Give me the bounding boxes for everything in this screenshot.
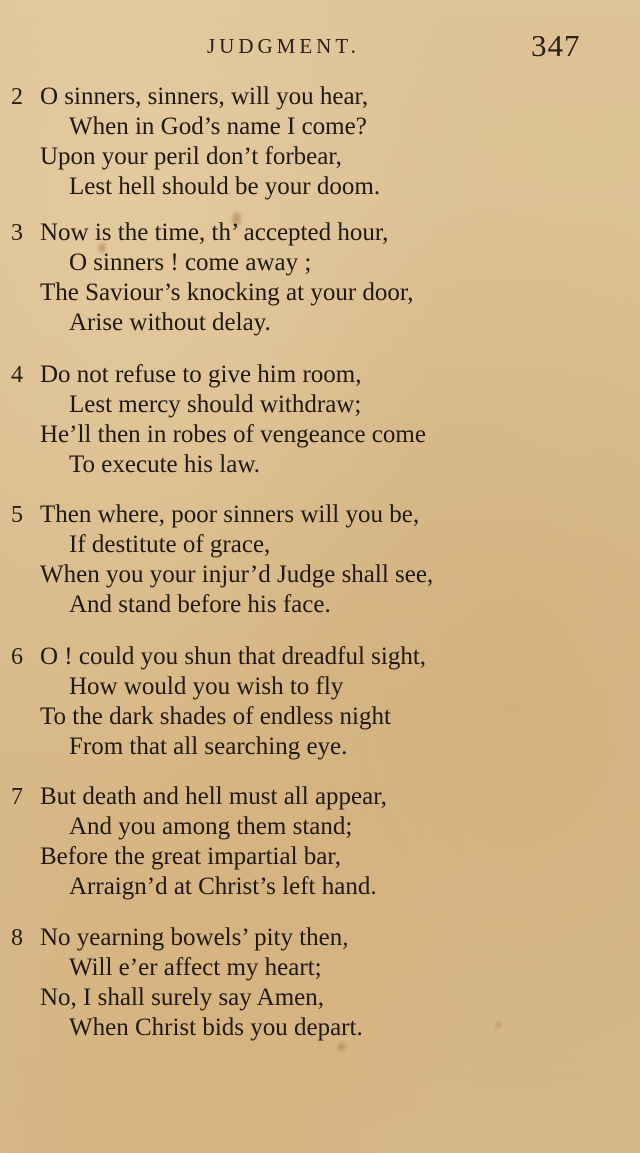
stanza (0, 782, 600, 907)
stanza (0, 360, 600, 485)
stanza-number: 6 (11, 644, 23, 670)
verse-line: If destitute of grace, (69, 531, 271, 558)
verse-line: Now is the time, th’ accepted hour, (40, 219, 389, 246)
stanza (0, 642, 600, 767)
verse-line: Upon your peril don’t forbear, (40, 143, 342, 170)
verse-line: Arraign’d at Christ’s left hand. (69, 873, 377, 900)
verse-line: He’ll then in robes of vengeance come (40, 421, 426, 448)
verse-line: And stand before his face. (69, 591, 331, 618)
verse-line: Will e’er affect my heart; (69, 954, 322, 981)
verse-line: O sinners ! come away ; (69, 249, 312, 276)
stanza-number: 4 (11, 362, 23, 388)
verse-line: Then where, poor sinners will you be, (40, 501, 420, 528)
verse-line: O sinners, sinners, will you hear, (40, 83, 369, 110)
verse-line: And you among them stand; (69, 813, 353, 840)
verse-line: When Christ bids you depart. (69, 1014, 363, 1041)
verse-line: O ! could you shun that dreadful sight, (40, 643, 427, 670)
verse-line: To execute his law. (69, 451, 261, 478)
stanza-number: 8 (11, 925, 23, 951)
stanza-number: 3 (11, 220, 23, 246)
verse-line: Before the great impartial bar, (40, 843, 341, 870)
verse-line: Arise without delay. (69, 309, 271, 336)
verse-line: When you your injur’d Judge shall see, (40, 561, 434, 588)
verse-line: Lest mercy should withdraw; (69, 391, 362, 418)
stanza (0, 218, 600, 343)
verse-line: No yearning bowels’ pity then, (40, 924, 349, 951)
stanza (0, 82, 600, 207)
verse-line: From that all searching eye. (69, 733, 348, 760)
verse-line: How would you wish to fly (69, 673, 344, 700)
stanza-number: 7 (11, 784, 23, 810)
stanza-number: 2 (11, 84, 23, 110)
verse-line: But death and hell must all appear, (40, 783, 387, 810)
verse-line: Do not refuse to give him room, (40, 361, 362, 388)
stanza (0, 500, 600, 625)
verse-line: No, I shall surely say Amen, (40, 984, 324, 1011)
page-number: 347 (531, 28, 581, 63)
running-head (0, 28, 640, 68)
verse-line: Lest hell should be your doom. (69, 173, 381, 200)
stanza-number: 5 (11, 502, 23, 528)
verse-line: When in God’s name I come? (69, 113, 367, 140)
verse-line: The Saviour’s knocking at your door, (40, 279, 414, 306)
stanza (0, 923, 600, 1048)
verse-line: To the dark shades of endless night (40, 703, 391, 730)
running-title: JUDGMENT. (207, 34, 360, 58)
